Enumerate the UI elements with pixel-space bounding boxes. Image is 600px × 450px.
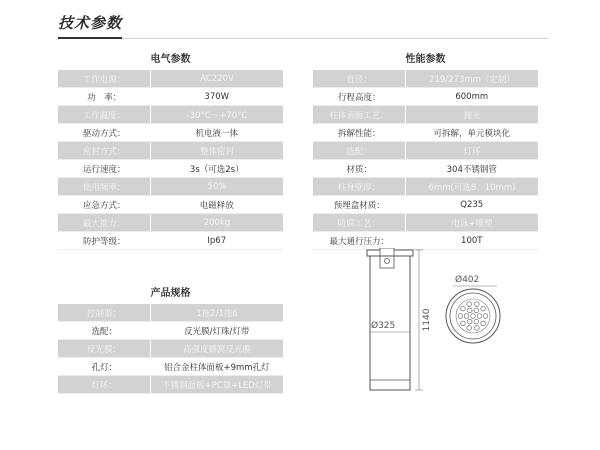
led-dot bbox=[474, 319, 479, 324]
product-spec-table bbox=[58, 304, 283, 394]
led-dot bbox=[467, 308, 472, 313]
led-dot bbox=[467, 326, 472, 331]
led-dot bbox=[467, 319, 472, 324]
performance-row bbox=[313, 232, 538, 250]
electrical-row-label: 防护等级： bbox=[58, 232, 151, 250]
electrical-row-value: 电磁释放 bbox=[151, 196, 284, 214]
led-dot bbox=[481, 306, 486, 311]
performance-row-label: 选配： bbox=[313, 142, 406, 160]
electrical-row-value: Ip67 bbox=[151, 232, 284, 250]
performance-row-value: 600mm bbox=[406, 88, 539, 106]
performance-row-label: 柱体表面工艺： bbox=[313, 106, 406, 124]
electrical-row-label: 工作温度： bbox=[58, 106, 151, 124]
performance-row-value: 219/273mm（定制） bbox=[406, 70, 539, 88]
product-row bbox=[58, 322, 283, 340]
led-dot-array bbox=[458, 302, 488, 330]
electrical-row bbox=[58, 178, 283, 196]
performance-row-value: 灯环 bbox=[406, 142, 539, 160]
electrical-section-title: 电气参数 bbox=[150, 54, 191, 65]
electrical-row-label: 使用频率： bbox=[58, 178, 151, 196]
product-row bbox=[58, 304, 283, 322]
performance-row-label: 预埋盒材质： bbox=[313, 196, 406, 214]
product-row-value: 不锈钢面板+PC罩+LED灯带 bbox=[151, 376, 284, 394]
header bbox=[58, 12, 548, 33]
electrical-row bbox=[58, 214, 283, 232]
product-row bbox=[58, 340, 283, 358]
product-row bbox=[58, 358, 283, 376]
electrical-row bbox=[58, 124, 283, 142]
product-row bbox=[58, 376, 283, 394]
led-dot bbox=[461, 306, 466, 311]
electrical-row-label: 密封方式： bbox=[58, 142, 151, 160]
page-title: 技术参数 bbox=[58, 14, 123, 32]
performance-row-label: 拆解性能： bbox=[313, 124, 406, 142]
header-divider-accent bbox=[58, 37, 122, 39]
performance-row bbox=[313, 106, 538, 124]
performance-row bbox=[313, 214, 538, 232]
led-dot bbox=[481, 321, 486, 326]
led-dot bbox=[458, 314, 463, 319]
led-dot bbox=[467, 302, 472, 307]
electrical-row bbox=[58, 106, 283, 124]
product-row-value: 铝合金柱体面板+9mm孔灯 bbox=[151, 358, 284, 376]
electrical-spec-table bbox=[58, 70, 283, 250]
product-row-label: 反光膜： bbox=[58, 340, 151, 358]
product-row-value: 反光膜/灯珠/灯带 bbox=[151, 322, 284, 340]
performance-row bbox=[313, 142, 538, 160]
led-dot bbox=[474, 308, 479, 313]
electrical-row-value: 3s（可选2s） bbox=[151, 160, 284, 178]
performance-row-label: 防腐工艺： bbox=[313, 214, 406, 232]
electrical-row-value: 整体密封 bbox=[151, 142, 284, 160]
electrical-row-value: AC220V bbox=[151, 70, 284, 88]
product-row-label: 控制器： bbox=[58, 304, 151, 322]
product-row-label: 孔灯： bbox=[58, 358, 151, 376]
performance-section-title: 性能参数 bbox=[405, 54, 446, 65]
led-dot bbox=[475, 302, 480, 307]
diameter-label: Ø325 bbox=[371, 321, 396, 331]
performance-row-value: 304不锈钢管 bbox=[406, 160, 539, 178]
product-row-label: 灯环： bbox=[58, 376, 151, 394]
height-label: 1140 bbox=[422, 308, 432, 332]
electrical-row-value: 370W bbox=[151, 88, 284, 106]
electrical-row-label: 功 率： bbox=[58, 88, 151, 106]
performance-row-value: Q235 bbox=[406, 196, 539, 214]
performance-spec-table bbox=[313, 70, 538, 250]
led-dot bbox=[471, 314, 476, 319]
performance-row-label: 直径： bbox=[313, 70, 406, 88]
electrical-row-value: -30°C～+70°C bbox=[151, 106, 284, 124]
performance-row bbox=[313, 196, 538, 214]
led-dot bbox=[477, 314, 482, 319]
bollard-technical-drawing bbox=[355, 248, 555, 398]
performance-row-value: 6mm(可选8、10mm) bbox=[406, 178, 539, 196]
product-row-label: 选配： bbox=[58, 322, 151, 340]
performance-row bbox=[313, 124, 538, 142]
performance-row-value: 100T bbox=[406, 232, 539, 250]
product-section-title: 产品规格 bbox=[150, 288, 191, 299]
performance-row-value: 电泳+喷塑 bbox=[406, 214, 539, 232]
electrical-row-label: 运行速度： bbox=[58, 160, 151, 178]
product-row-value: 高强度蜂窝反光膜 bbox=[151, 340, 284, 358]
electrical-row-value: 机电液一体 bbox=[151, 124, 284, 142]
electrical-row bbox=[58, 160, 283, 178]
led-dot bbox=[461, 321, 466, 326]
performance-row-value: 可拆解，单元模块化 bbox=[406, 124, 539, 142]
electrical-row-label: 应急方式： bbox=[58, 196, 151, 214]
electrical-row-label: 工作电源： bbox=[58, 70, 151, 88]
led-dot bbox=[483, 314, 488, 319]
led-dot bbox=[475, 326, 480, 331]
electrical-row bbox=[58, 70, 283, 88]
electrical-row-value: 200kg bbox=[151, 214, 284, 232]
performance-row bbox=[313, 70, 538, 88]
electrical-row-label: 最大推力： bbox=[58, 214, 151, 232]
bollard-top-bracket bbox=[380, 248, 394, 268]
performance-row bbox=[313, 88, 538, 106]
header-divider bbox=[58, 38, 548, 39]
led-dot bbox=[464, 314, 469, 319]
performance-row-label: 材质： bbox=[313, 160, 406, 178]
top-diameter-label: Ø402 bbox=[455, 275, 480, 285]
performance-row-label: 柱身壁厚： bbox=[313, 178, 406, 196]
performance-row-value: 抛光 bbox=[406, 106, 539, 124]
performance-row-label: 最大通行压力： bbox=[313, 232, 406, 250]
electrical-row bbox=[58, 88, 283, 106]
electrical-row bbox=[58, 196, 283, 214]
electrical-row bbox=[58, 142, 283, 160]
electrical-row-label: 驱动方式： bbox=[58, 124, 151, 142]
performance-row bbox=[313, 160, 538, 178]
performance-row-label: 行程高度： bbox=[313, 88, 406, 106]
electrical-row bbox=[58, 232, 283, 250]
product-row-value: 1拖2/1拖6 bbox=[151, 304, 284, 322]
performance-row bbox=[313, 178, 538, 196]
electrical-row-value: 50% bbox=[151, 178, 284, 196]
